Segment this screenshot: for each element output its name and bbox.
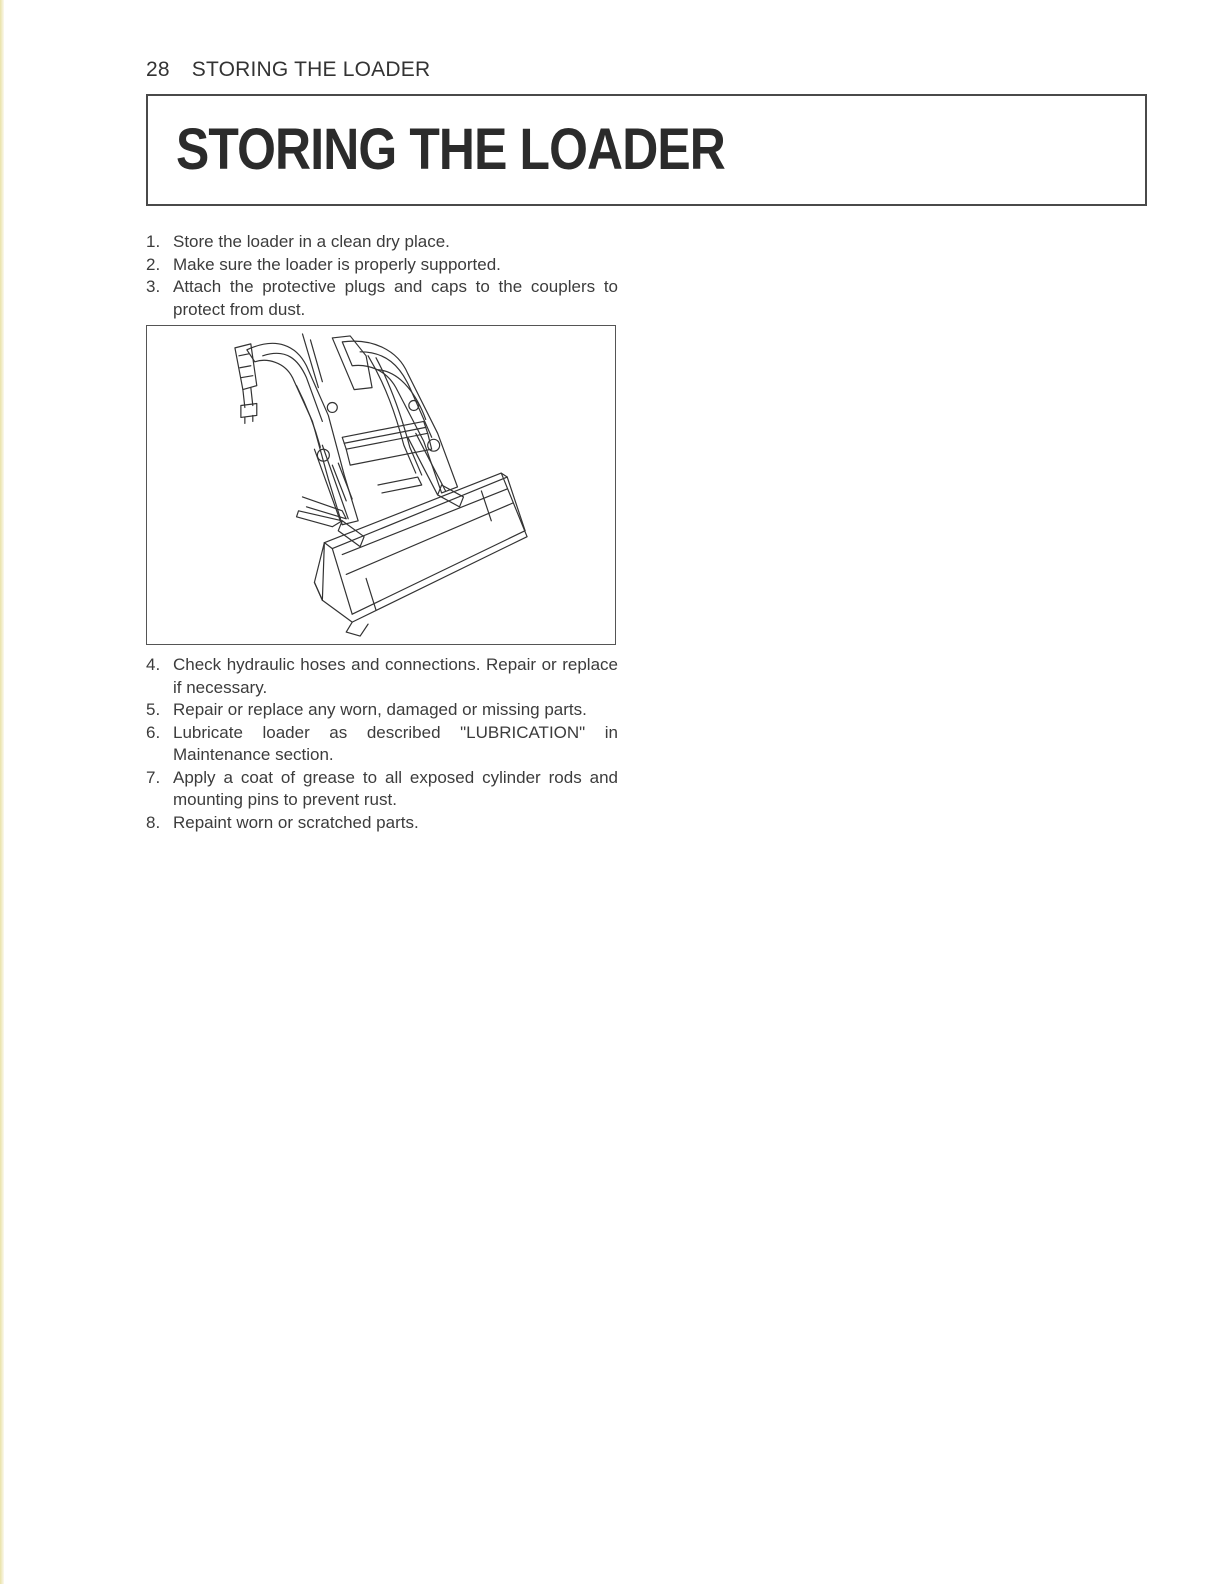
list-item [146,231,618,254]
step-number: 3. [146,277,161,296]
step-text: Apply a coat of grease to all exposed cylinder rods and mounting pins to prevent rust. [173,767,618,809]
loader-figure [146,325,616,645]
step-number: 2. [146,254,161,274]
step-text: Repaint worn or scratched parts. [173,812,419,832]
step-number: 1. [146,232,161,251]
step-number: 6. [146,722,161,742]
page-number: 28 [146,58,170,81]
page-edge [0,0,4,1584]
step-text: Store the loader in a clean dry place. [173,232,450,251]
list-item [146,722,618,767]
list-item [146,276,618,321]
steps-list-top [146,231,618,321]
step-text: Lubricate loader as described "LUBRICATION" in Maintenance section. [173,722,618,764]
running-header [146,58,430,82]
step-text: Check hydraulic hoses and connections. Repair or replace if necessary. [173,655,618,697]
list-item [146,767,618,812]
step-text: Make sure the loader is properly supported. [173,254,501,274]
title-box [146,94,1147,206]
step-number: 7. [146,767,161,787]
list-item [146,654,618,699]
steps-list-bottom [146,654,618,834]
step-number: 4. [146,655,161,674]
list-item [146,699,618,722]
step-number: 5. [146,700,161,719]
list-item [146,254,618,277]
page-title: STORING THE LOADER [176,117,725,182]
step-number: 8. [146,812,161,832]
running-header-section: STORING THE LOADER [191,58,431,81]
step-text: Attach the protective plugs and caps to the couplers to protect from dust. [173,277,618,319]
step-text: Repair or replace any worn, damaged or missing parts. [173,700,587,719]
loader-illustration [147,326,615,644]
list-item [146,812,618,835]
